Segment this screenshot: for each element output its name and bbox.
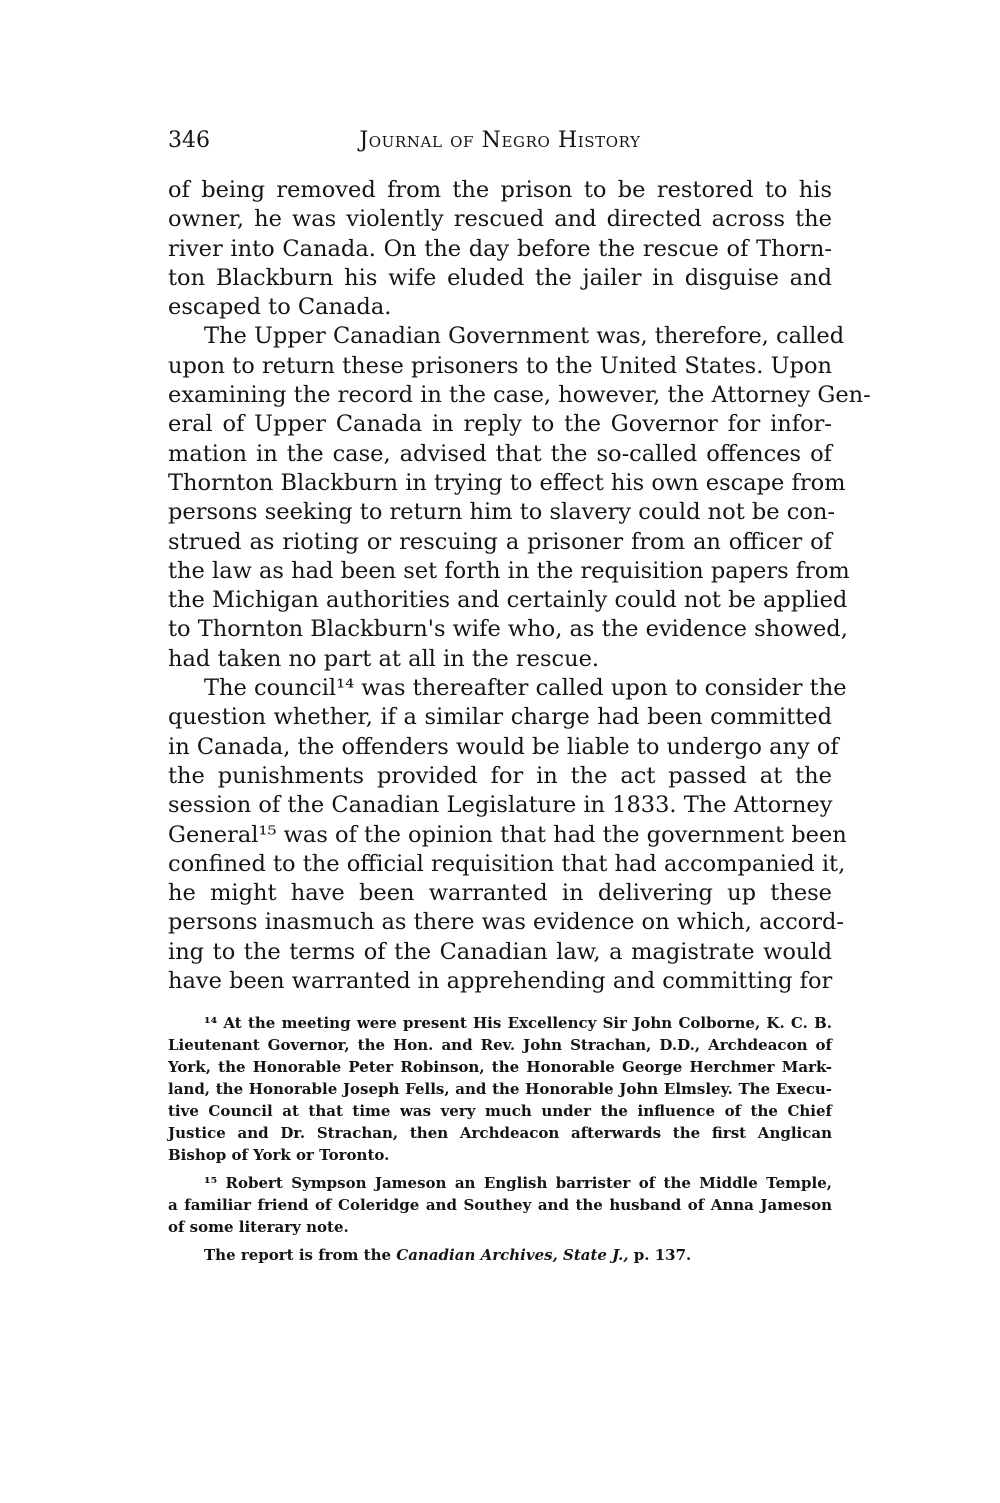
report-suffix: p. 137. xyxy=(633,1246,692,1264)
report-prefix: The report is from the xyxy=(204,1246,392,1264)
text-line: the Michigan authorities and certainly could not be applied xyxy=(168,587,848,614)
footnote-line: Lieutenant Governor, the Hon. and Rev. John Strachan, D.D., Archdeacon of xyxy=(168,1036,832,1054)
footnote-report-source xyxy=(168,1244,832,1266)
report-source-title: Canadian Archives, State J., xyxy=(396,1246,629,1264)
text-line: the law as had been set forth in the requisition papers from xyxy=(168,557,850,584)
footnote-line: a familiar friend of Coleridge and Southey and the husband of Anna Jameson xyxy=(168,1196,832,1214)
footnote-line: land, the Honorable Joseph Fells, and the Honorable John Elmsley. The Execu- xyxy=(168,1080,832,1098)
footnote-line: ¹⁵ Robert Sympson Jameson an English barrister of the Middle Temple, xyxy=(204,1174,832,1192)
text-line: ton Blackburn his wife eluded the jailer in disguise and xyxy=(168,264,832,291)
footnote-line: ¹⁴ At the meeting were present His Excellency Sir John Colborne, K. C. B. xyxy=(204,1014,832,1032)
text-line: in Canada, the offenders would be liable to undergo any of xyxy=(168,733,839,760)
text-line: had taken no part at all in the rescue. xyxy=(168,645,600,672)
text-line: confined to the official requisition that had accompanied it, xyxy=(168,850,846,877)
footnote-line: of some literary note. xyxy=(168,1218,349,1236)
text-line: question whether, if a similar charge had been committed xyxy=(168,704,832,731)
footnote-line xyxy=(168,1244,832,1266)
text-line: examining the record in the case, however, the Attorney Gen- xyxy=(168,382,871,409)
page-number: 346 xyxy=(168,128,210,153)
text-line: session of the Canadian Legislature in 1833. The Attorney xyxy=(168,792,833,819)
text-line: of being removed from the prison to be restored to his xyxy=(168,177,832,203)
footnotes xyxy=(168,1012,832,1266)
text-line: river into Canada. On the day before the rescue of Thorn- xyxy=(168,235,832,262)
text-line: the punishments provided for in the act passed at the xyxy=(168,762,832,789)
footnote-line: York, the Honorable Peter Robinson, the Honorable George Herchmer Mark- xyxy=(168,1058,832,1076)
text-line: General¹⁵ was of the opinion that had the government been xyxy=(168,821,847,848)
text-line: owner, he was violently rescued and directed across the xyxy=(168,206,832,233)
paragraph xyxy=(168,322,871,674)
footnote-15 xyxy=(168,1172,832,1238)
text-line: he might have been warranted in delivering up these xyxy=(168,880,832,907)
running-title: Journal of Negro History xyxy=(359,128,641,153)
footnote-line: Justice and Dr. Strachan, then Archdeacon afterwards the first Anglican xyxy=(168,1124,832,1142)
text-line: persons seeking to return him to slavery could not be con- xyxy=(168,499,836,526)
paragraph xyxy=(168,674,847,996)
text-line: escaped to Canada. xyxy=(168,294,392,321)
page-header xyxy=(168,128,832,158)
footnote-line: Bishop of York or Toronto. xyxy=(168,1146,390,1164)
text-line: persons inasmuch as there was evidence on which, accord- xyxy=(168,909,844,936)
paragraph xyxy=(168,176,832,322)
body-text xyxy=(168,176,871,996)
text-line: The Upper Canadian Government was, therefore, called xyxy=(204,323,845,350)
text-line: ing to the terms of the Canadian law, a magistrate would xyxy=(168,938,832,965)
text-line: to Thornton Blackburn's wife who, as the evidence showed, xyxy=(168,616,848,643)
text-line: eral of Upper Canada in reply to the Governor for infor- xyxy=(168,411,832,438)
text-line: have been warranted in apprehending and committing for xyxy=(168,968,833,995)
text-line: Thornton Blackburn in trying to effect his own escape from xyxy=(168,469,846,496)
text-line: upon to return these prisoners to the United States. Upon xyxy=(168,352,832,379)
footnote-14 xyxy=(168,1012,832,1166)
text-line: The council¹⁴ was thereafter called upon to consider the xyxy=(204,675,847,702)
footnote-line: tive Council at that time was very much under the influence of the Chief xyxy=(168,1102,832,1120)
text-line: mation in the case, advised that the so-called offences of xyxy=(168,440,832,467)
text-line: strued as rioting or rescuing a prisoner from an officer of xyxy=(168,528,832,555)
